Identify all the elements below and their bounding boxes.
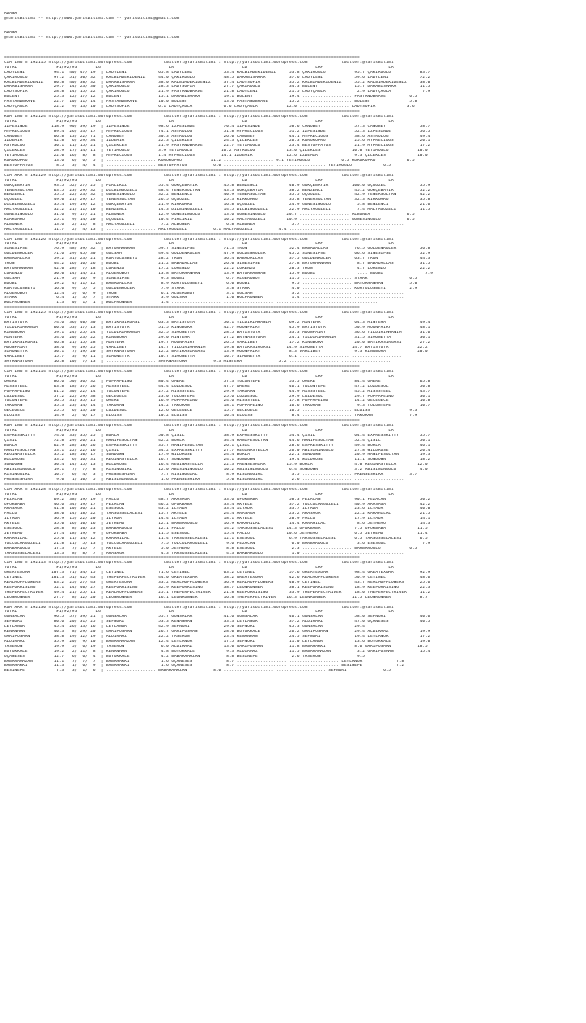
race-header-line: KUM ARA = 192130 http://yarisbilimi.wordpress.com twitter:@YarisBilimi : http://yarisbilimi.wordpress.com twitter:@YarisBilimi bbox=[4, 605, 394, 610]
result-row: BARBAROGLU 17.3 7/ 11/ 7 | AKYELE 5.0 JETHEMO 8.8 ESESGÜL 2.3 ................... BARBAROGLU 6.5 bbox=[4, 546, 418, 551]
race-section bbox=[4, 56, 582, 110]
race-section bbox=[4, 483, 582, 557]
result-row: MISSSTEEL 63.8 18/ 37/ 26 | MISSSTEEL 44.4 LUZDESOL 47.7 OMERE 46.1 TÜLÜNTEPE 47.2 LUZDESOL 50.8 bbox=[4, 384, 431, 389]
result-row: EXPRESSKITTY 74.6 33/ 35/ 25 | BURLA 50.8 ÇISIL 38.9 EXPRESSKITTY 54.4 ÇISIL 64.4 EXPRESSKITTY 55.7 bbox=[4, 433, 431, 438]
result-row: GARIPOSMAN 38.8 19/ 12/ 19 | ALDIRMAZ 22.2 TASERON 23.4 KENANHAN 24.5 SEFNURI 19.4 LEYLANUR 17.2 bbox=[4, 634, 431, 639]
header-line: @YarisBilimi -- http://www.yarisbilimi.com -- yarisbilimi@gmail.com bbox=[4, 16, 180, 21]
result-row: YILDIRIMHANIM 60.6 53/ 17/ 13 | BATISTUTA 51.5 KINGBORA 42.7 MOONFAIRY 45.9 BATISTUTA 50.9 MOONFAIRY 48.1 bbox=[4, 325, 431, 330]
race-section bbox=[4, 306, 582, 365]
column-header-line: TOTAL #1/#2/#3 LG LR LD LRF LA bbox=[4, 428, 394, 433]
result-row: FALLU 38.0 14/ 18/ 22 | TARSUSSELALESI 15.7 AKYELE 24.4 ARASAGA 23.2 ARASAGA 22.2 KARAHILAL 21.5 bbox=[4, 512, 431, 517]
result-row: KENANHAN 40.3 8/ 29/ 20 | GARIPOSMAN 26.7 GARIPOSMAN 28.0 BÜYÜKKALE 26.2 GARIPOSMAN 29.4 ALDIRMAZ 19.9 bbox=[4, 630, 431, 635]
result-row: BURLA 62.9 28/ 18/ 26 | EXPRESSKITTY 35.7 HANIFESULTAN 26.1 ÇISIL 28.6 EXPRESSKITTY 49.4 BURLA 46.1 bbox=[4, 443, 431, 448]
result-row: BENZENCI 55.5 22/ 23/ 32 | GÜNESINGÜLÜ 32.2 BENZENCI 40.9 YENERSULTAN 35.5 ÜÇGÜZEL 42.9 YENERSULTAN 42.2 bbox=[4, 193, 431, 198]
result-row: PRENSESHIRA 9.0 1/ 10/ 5 | ABISININGÜLÜ 1.6 PRENSESHIRA 5.0 RISINGGIRL 2.6 ................... ................... bbox=[4, 477, 405, 482]
separator-line: ======================================================================================================================================== bbox=[4, 482, 360, 487]
result-row: WOLFRUNNER 1.3 0/ 1/ 1 | WOLFRUNNER 1.4 ................... ................... ................... ................... bbox=[4, 301, 378, 306]
result-row: DILBINGÜZELI 35.4 19/ 19/ 12 | GÖKÇEBAYIR 21.9 KIRKUMRU 16.8 ÜÇGÜZEL 24.9 GÜNESINGÜLÜ 5.8 BENZENCI 21.6 bbox=[4, 203, 431, 208]
result-row: ILYADA 36.9 15/ 22/ 20 | ILYADA 14.4 ILYADA 18.1 AKYELE 20.9 FALLU 17.9 ILYADA 14.1 bbox=[4, 517, 431, 522]
result-row: BATIKASIRGASI 46.8 21/ 15/ 28 | MINTEHA 19.7 MOONFAIRY 26.5 VARLIBEY 17.2 KINGBORA 20.0 BATIKASIRGASI 27.2 bbox=[4, 340, 431, 345]
separator-line: ======================================================================================================================================== bbox=[4, 365, 360, 370]
result-row: WILDROSE 33.2 6/ 16/ 31 | REGINASTELLA 16.7 SUNDOWN 24.1 SUNDOWN 19.4 WILDROSE 11.1 SUNDOWN 18.2 bbox=[4, 458, 431, 463]
header-line: @YarisBilimi -- http://www.yarisbilimi.com -- yarisbilimi@gmail.com bbox=[4, 36, 180, 41]
result-row: ÇILEKLES 28.9 17/ 14/ 11 | YETIMOGLU 3.9 YETIMOGLU 16.2 ASTROLOG 13.0 ÇILEKLES 10.0 YETIMOGLU 10.0 bbox=[4, 149, 428, 154]
result-row: SMYRNASTORM 16.8 10/ 7/ 13 | ................... SMYRNASTORM 9.3 MINTEHA 5.2 ................... ................... bbox=[4, 360, 392, 365]
race-header-line: CIM ING = 192126 http://yarisbilimi.wordpress.com twitter:@YarisBilimi : http://yarisbilimi.wordpress.com twitter:@YarisBilimi bbox=[4, 237, 394, 242]
result-row: GÜLSAH 21.9 5/ 16/ 9 | SINESIPSE 9.3 BOUBI 6.7 ALGEROBOY 11.5 ................... STARK 6.5 bbox=[4, 276, 418, 281]
result-row: GREATEXUMA 107.3 71/ 34/ 15 | CETINEL 71.6 CETINEL 63.2 CETINEL 57.6 GREATEXUMA 98.4 GREATEXUMA 92.9 bbox=[4, 571, 431, 576]
race-section bbox=[4, 601, 582, 675]
result-row: REALMOFFLOWERS 63.2 25/ 27/ 43 | GREATEXUMA 33.2 REALMOFFLOWERS 36.9 REALMOFFLOWERS 40.9 CETINEL 43.7 REALMOFFLOWERS 25.6 bbox=[4, 581, 431, 585]
result-row: ÜÇGÜZEL 49.0 21/ 29/ 17 | YENERSULTAN 26.5 ÜÇGÜZEL 25.3 KIRKUMRU 35.8 YENERSULTAN 32.3 KIRKUMRU 35.8 bbox=[4, 198, 431, 203]
result-row: SINESIPSE 76.9 48/ 39/ 32 | BATURHANHAN 59.7 SINESIPSE 71.3 TRON 52.4 BABADALLAS 76.5 GOLDENRULER 56.8 bbox=[4, 247, 431, 252]
race-header-line: KUM ING = 192124 http://yarisbilimi.wordpress.com twitter:@YarisBilimi : http://yarisbilimi.wordpress.com twitter:@YarisBilimi bbox=[4, 114, 394, 119]
race-header-line: CIM ING = 192115 http://yarisbilimi.wordpress.com twitter:@YarisBilimi : http://yarisbilimi.wordpress.com twitter:@YarisBilimi bbox=[4, 60, 394, 65]
separator-line: ======================================================================================================================================== bbox=[4, 168, 360, 173]
result-row: BULENT 25.3 12/ 17/ 12 | BULENT 15.1 DARABISMARA 19.1 BULENT 19.4 ................... FASTANDBRAVE 6.5 bbox=[4, 95, 418, 100]
result-row: TASERON 19.9 5/ 6/ 19 | TASERON 6.0 ALDIRMAZ 13.0 GARIPOSMAN 11.8 BABAHAKKI 8.6 GARIPOSMAN 18.5 bbox=[4, 644, 428, 649]
result-row: SUNDOWN 30.4 14/ 15/ 13 | WILDROSE 16.4 REGINASTELLA 22.3 PRENSESHIRA 15.9 BURLA 4.0 REGINASTELLA 12.0 bbox=[4, 463, 428, 468]
separator-line: ======================================================================================================================================== bbox=[4, 556, 360, 561]
result-row: GECEGECE 25.5 6/ 13/ 20 | LUZDESOL 12.6 GECEGECE 15.7 GECEGECE 16.5 ................... ELOISS 9.3 bbox=[4, 409, 418, 414]
header-line bbox=[4, 41, 582, 46]
race-section bbox=[4, 169, 582, 233]
column-header-line: TOTAL #1/#2/#3 LG LR LD LRF LA bbox=[4, 316, 394, 321]
race-sections bbox=[4, 56, 582, 674]
result-row: TÜLÜNTEPE 56.5 31/ 35/ 15 | OMERE 16.9 PUPPAPEINO 24.6 MISSSTEEL 17.8 PUPPAPEINO 14.2 GECEGECE 10.8 bbox=[4, 399, 431, 404]
result-row: KEEPORRISING 52.1 14/ 40/ 27 | KEEPORRISING 32.9 KEEPORRISING 38.7 LEONRUNNER 38.1 KEEPORRISING 18.9 KEEPORRISING 22.3 bbox=[4, 585, 431, 590]
result-row: ALBUNEA 13.6 2/ 11/ 8 | MALYAGÜZELI 7.2 ALBUNEA 6.8 ALBUNEA 5.7 ................... ................... bbox=[4, 222, 405, 227]
result-row: LORENZO 30.0 14/ 14/ 21 | ALGEROBOY 13.8 BATURHANHAN 13.9 BATURHANHAN 15.9 BOUBI .... BOUBI 7.9 bbox=[4, 271, 433, 276]
result-row: YETIMOGLU 22.0 16/ 8/ 8 | MYPRECIOUS 1.4 MYPRECIOUS 14.1 IZDEMIR 12.6 IZDEMIR 9.3 ÇILEKLES 10.0 bbox=[4, 154, 428, 159]
result-row: ARASAGA 41.8 10/ 36/ 21 | ESESGÜL 43.2 ILYADA 33.4 ILYADA 33.7 ILYADA 23.6 ILYADA 40.0 bbox=[4, 507, 431, 512]
column-header-line: TOTAL #1/#2/#3 LG LR LD LRF LA bbox=[4, 178, 394, 183]
separator-line: ======================================================================================================================================== bbox=[4, 306, 360, 311]
result-row: LUZDESOL 57.2 22/ 29/ 38 | GECEGECE 23.0 TÜLÜNTEPE 25.6 LUZDESOL 29.9 LUZDESOL 29.7 PUPPAPEINO 30.1 bbox=[4, 394, 431, 399]
separator-line: ======================================================================================================================================== bbox=[4, 232, 360, 237]
result-row: ASTROLOG 30.1 11/ 15/ 21 | ÇILEKLES 21.9 FASTANDBRAVE 22.7 YETIMOGLU 23.4 BESTOFFATOS 21.9 MYPRECIOUS 17.2 bbox=[4, 144, 431, 149]
race-header-line: CIM ING = 192125 http://yarisbilimi.wordpress.com twitter:@YarisBilimi : http://yarisbilimi.wordpress.com twitter:@YarisBilimi bbox=[4, 311, 394, 316]
result-row: GÖKÇEBAYIR 93.5 52/ 27/ 25 | PIRLIKIZ 55.4 GÖKÇEBAYIR 45.8 BENZENCI 40.9 GÖKÇEBAYIR 100.0 ÜÇGÜZEL 55.9 bbox=[4, 183, 431, 188]
column-header-line: TOTAL #1/#2/#3 LG LR LD LRF LA bbox=[4, 119, 394, 124]
header-line: ADANA bbox=[4, 31, 18, 36]
result-row: ÇAKIROGLU 97.2 51/ 30/ 32 | KALBIMDEKIDENIZ 44.0 ÇAKIROGLU 48.5 DARABISMARA 37.6 LADYLENI 59.6 LADYLENI 72.2 bbox=[4, 75, 431, 80]
result-row: BESTOFFATOS 8.5 3/ 4/ 4 | ................... BESTOFFATOS 6.0 ................... ................... YETIMOGLU 6.5 bbox=[4, 163, 392, 168]
race-section bbox=[4, 365, 582, 419]
result-row: SEFNURI 80.6 20/ 31/ 25 | SEFNURI 53.3 KENANHAN 33.3 LEYLANUR 37.2 ALDIRMAZ 47.0 UÇANESES 40.5 bbox=[4, 620, 431, 625]
race-header-line: CIM ARA = 192129 http://yarisbilimi.wordpress.com twitter:@YarisBilimi : http://yarisbilimi.wordpress.com twitter:@YarisBilimi bbox=[4, 173, 394, 178]
column-header-line: TOTAL #1/#2/#3 LG LR LD LRF LA bbox=[4, 242, 394, 247]
result-row: LADYLENI 94.1 40/ 47/ 19 | LADYLENI 65.8 LADYLENI 53.4 KALBIMDEKIDENIZ 53.8 ÇAKIROGLU 95.7 ÇAKIROGLU 83.7 bbox=[4, 70, 431, 75]
result-row: REGINASTELLA 35.2 18/ 10/ 17 | SUNDOWN 17.9 WILDROSE 24.4 BURLA 22.1 SUNDOWN 20.9 HANIFESULTAN 19.3 bbox=[4, 453, 431, 458]
result-row: YENERSULTAN 63.5 23/ 29/ 32 | DILBINGÜZELI 48.4 YENERSULTAN 43.3 GÖKÇEBAYIR 38.2 BENZENCI 45.2 GÖKÇEBAYIR 52.2 bbox=[4, 188, 431, 193]
race-header-line: KUM ING = 192127 http://yarisbilimi.wordpress.com twitter:@YarisBilimi : http://yarisbilimi.wordpress.com twitter:@YarisBilimi bbox=[4, 424, 394, 428]
result-row: SIMONETTA 30.1 7/ 19/ 20 | SMYRNASTORM 12.2 BATIKASIRGASI 13.9 MOONFAIRY 8.3 VARLIBEY 9.3 KINGBORA 20.0 bbox=[4, 350, 428, 355]
result-row: MINTEHA 54.6 20/ 23/ 22 | KINGBORA 29.0 MINTEHA 27.2 BRTNASSTORM 24.1 YILDIRIMHANIM 31.5 SIMONETTA 30.1 bbox=[4, 335, 431, 340]
result-row: BABADALLAS 59.2 31/ 23/ 21 | KURTULUSBEYI 28.2 TRON 36.4 BABADALLAS 37.5 GOLDENRULER 63.7 TRON 44.3 bbox=[4, 257, 431, 262]
result-row: UFUKBABA 46.6 34/ 19/ 17 | FEZACAN 46.2 UFUKBABA 33.4 AKYELE 37.2 YOLCULARGÜZELI 40.9 ARASAGA 42.2 bbox=[4, 502, 431, 507]
result-row: MALYAGÜZELI 32.2 21/ 11/ 10 | BENZENCI 14.3 DILBINGÜZELI 14.5 DILBINGÜZELI 22.9 MALYAGÜZELI 7.4 MALYAGÜZELI 11.5 bbox=[4, 208, 431, 213]
result-row: ELOISS 14.9 2/ 6/ 17 | ELOISS 10.2 ELOISS 10.4 ELOISS 8.4 ................... TAKORAN 7.9 bbox=[4, 414, 418, 419]
race-header-line: CIM ING = 192114 http://yarisbilimi.wordpress.com twitter:@YarisBilimi : http://yarisbilimi.wordpress.com twitter:@YarisBilimi bbox=[4, 370, 394, 375]
result-row: STARK 6.4 1/ 3/ 7 | STARK 3.9 GÜLSAH 1.0 WOLFRUNNER 1.4 ................... ................... bbox=[4, 296, 405, 301]
result-row: FASTANDBRAVE 22.7 10/ 11/ 14 | FASTANDBRAVE 10.0 BULENT 13.6 FASTANDBRAVE 15.2 ................... BULENT 5.8 bbox=[4, 100, 418, 105]
result-row: PUPPAPEINO 61.2 30/ 22/ 14 | TÜLÜNTEPE 27.2 MISSSTEEL 29.9 TAKORAN 44.9 MISSSTEEL 45.2 MISSSTEEL 43.7 bbox=[4, 389, 431, 394]
result-row: IZPESINDE 118.9 90/ 39/ 19 | IZPESINDE 98.6 IZPESINDE 70.4 IZPESINDE 58.6 CANOBEY 57.3 CANOBEY 58.7 bbox=[4, 124, 431, 129]
header-line: ADANA bbox=[4, 11, 18, 16]
result-row: BABAHAKKI 11.3 1/ 6/ 9 | BABAHAKKI 1.6 UÇANESES 8.7 ................... ................... BESINEPE 7.2 bbox=[4, 664, 405, 669]
result-row: KINGBORA 59.1 24/ 25/ 24 | YILDIRIMHANIM 32.5 SIMONETTA 28.5 BATISTUTA 33.3 MOONFAIRY 36.6 YILDIRIMHANIM 31.6 bbox=[4, 330, 431, 335]
result-row: IZDEMIR 42.8 6/ 29/ 34 | IZDEMIR 22.3 ÇILEKLES 24.3 ÇILEKLES 26.3 KURUKÖPRÜ 25.6 MYPRECIOUS 20.1 bbox=[4, 139, 431, 144]
result-row: MYPRECIOUS 89.4 26/ 53/ 17 | MYPRECIOUS 74.1 ASTROLOG 51.8 MYPRECIOUS 51.2 IZPESINDE 52.3 IZPESINDE 56.5 bbox=[4, 129, 431, 134]
result-row: MALYAGÜZELI 11.7 2/ 4/ 13 | ................... MALYAGÜZELI 6.1 MALYAGÜZELI 4.4 ................... ................... bbox=[4, 227, 392, 232]
result-row: BOUBI 19.2 4/ 11/ 12 | BABADALLAS 8.9 KURTULUSBEYI 6.0 BOUBI 9.5 ................... BATURHANHAN 5.0 bbox=[4, 281, 418, 286]
race-section bbox=[4, 233, 582, 307]
result-row: LADYÇAGLA 22.2 9/ 13/ 10 | LADYSOFIA 6.1 LADYÇAGLA 6.6 LADYÇAGLA 12.0 ................... LADYSOFIA 3.6 bbox=[4, 105, 415, 110]
result-row: CETINEL 101.3 51/ 42/ 43 | THEPERFECTRIVER 44.0 GREATEXUMA 58.2 GREATEXUMA 42.6 REALMOFFLOWERS 50.9 CETINEL 48.6 bbox=[4, 576, 431, 581]
result-row: KARAHILAL 25.0 11/ 14/ 12 | KARAHILAL 11.4 TARSUSSELALESI 12.1 ESESGÜL 6.9 TARSUSSELALESI 6.5 TARSUSSELALESI 6.5 bbox=[4, 536, 428, 541]
result-row: GÜNESINGÜLÜ 31.6 9/ 17/ 21 | ALBUNEA 12.9 GÜNESINGÜLÜ 13.6 GÜNESINGÜLÜ 20.7 ................... ALBUNEA 6.5 bbox=[4, 213, 415, 218]
result-row: TAKORAN 35.3 23/ 14/ 14 | TAKORAN 14.2 TAKORAN 18.1 PUPPAPEINO 16.6 TAKORAN 9.3 TÜLÜNTEPE 10.7 bbox=[4, 404, 431, 409]
column-header-line: TOTAL #1/#2/#3 LG LR LD LRF LA bbox=[4, 610, 394, 615]
result-row: LEYLANUR 45.4 26/ 13/ 16 | LEYLANUR 42.9 SEFNURI 29.0 SEFNURI 45.3 GÜNSALAR 29.4 bbox=[4, 625, 365, 630]
result-row: BATISTUTA 74.6 36/ 40/ 30 | BATIKASIRGASI 63.3 BATISTUTA 50.1 YILDIRIMHANIM 69.2 MINTEHA 64.3 MINTEHA 49.4 bbox=[4, 320, 431, 325]
result-row: BATURHANHAN 42.0 28/ 7/ 18 | LORENZO 17.2 LORENZO 22.2 LORENZO 20.3 TRON 4.7 LORENZO 22.2 bbox=[4, 267, 431, 271]
result-row: FEZACAN 69.2 38/ 19/ 19 | FALLU 48.7 ARASAGA 33.6 UFUKBABA 58.3 FEZACAN 90.1 FEZACAN 50.2 bbox=[4, 497, 431, 502]
result-row: BÜYÜKKALE 19.2 2/ 11/ 8 | KENANHAN 4.8 BÜYÜKKALE 9.3 ALDIRMAZ 11.5 BABARAMAZAN 3.2 GARIPOSMAN 15.4 bbox=[4, 649, 431, 654]
result-row: JETHEMO 27.4 18/ 19/ 9 | UFUKBABA 11.5 ESESGÜL 15.4 FALLU 10.6 JETHEMO 6.5 JETHEMO 11.4 bbox=[4, 531, 428, 536]
result-row: AKYELE 35.0 16/ 10/ 16 | JETHEMO 12.1 BARBAROGLU 16.9 KARAHILAL 14.4 KARAHILAL 8.6 JETHEMO 14.3 bbox=[4, 522, 431, 527]
separator-line: ======================================================================================================================================== bbox=[4, 600, 360, 605]
column-header-line: TOTAL #1/#2/#3 LG LR LD LRF LA bbox=[4, 65, 394, 70]
result-row: HANIFESULTAN 53.1 22/ 22/ 16 | ÇISIL 34.2 EXPRESSKITTY 27.7 REGINASTELLA 26.0 ABISININGÜLÜ 27.8 WILDROSE 20.4 bbox=[4, 448, 431, 453]
result-row: YOLCULARGÜZELI 21.8 11/ 5/ 13 | YOLCULARGÜZELI 7.5 YOLCULARGÜZELI 9.6 FEZACAN 6.0 BARBAROGLU 3.6 ESESGÜL 7.9 bbox=[4, 541, 431, 546]
separator-line: ======================================================================================================================================== bbox=[4, 56, 360, 61]
result-row: TRON 44.2 16/ 16/ 26 | BOUBI 21.2 BABADALLAS 26.0 SINESIPSE 27.8 BATURHANHAN 8.7 BABADALLAS 31.5 bbox=[4, 262, 431, 267]
column-header-line: TOTAL #1/#2/#3 LG LR LD LRF LA bbox=[4, 374, 394, 379]
column-header-line: TOTAL #1/#2/#3 LG LR LD LRF LA bbox=[4, 566, 394, 571]
result-row: VARLIBEY 15.7 3/ 9/ 11 | SIMONETTA 10.7 SIMONETTA 10.7 SIMONETTA 6.1 ................... ................... bbox=[4, 355, 402, 360]
result-row: GÜNSALAR 96.5 57/ 39/ 21 | GÜNSALAR 55.7 GÜNSALAR 41.6 GÜNSALAR 46.1 GÜNSALAR 58.0 SEFNURI 40.6 bbox=[4, 615, 431, 620]
result-row: DARABISMARA 29.7 14/ 23/ 30 | ÇAKIROGLU 28.3 LADYSOFIA 27.7 ÇAKIROGLU 34.3 BULENT 15.7 DARABISMARA 11.5 bbox=[4, 85, 431, 90]
result-row: THEPERFECTRIVER 49.4 21/ 25/ 11 | REALMOFFLOWERS 25.1 THEPERFECTRIVER 21.8 KEEPORRISING 33.9 THEPERFECTRIVER 18.0 THEPERFECTRIVER 11.2 bbox=[4, 590, 431, 595]
separator-line: ======================================================================================================================================== bbox=[4, 419, 360, 424]
result-row: ESESGÜL 28.8 8/ 10/ 23 | BARBAROGLU 12.1 FALLU 14.2 TARSUSSELALESI 14.3 UFUKBABA 7.5 UFUKBABA 11.5 bbox=[4, 527, 428, 532]
separator-line: ======================================================================================================================================== bbox=[4, 110, 360, 114]
result-row: TARSUSSELALESI 13.3 8/ 8/ 7 | ARASAGA 4.3 TARSUSSELALESI 4.3 BARBAROGLU 1.0 ................... ................... bbox=[4, 551, 405, 556]
result-row: ALGEROBOY 12.4 5/ 6/ 9 | TRON 6.1 ALGEROBOY 3.1 GÜLSAH 3.2 ................... ................... bbox=[4, 291, 405, 296]
result-row: CANOBEY 66.8 13/ 22/ 71 | CANOBEY 30.3 ASTROLOG 26.0 CANOBEY 44.1 MYPRECIOUS 38.6 ASTROLOG 49.4 bbox=[4, 134, 431, 139]
result-row: KURTULUSBEYI 16.0 9/ 5/ 5 | GOLDENRULER 7.9 STARK 3.8 STARK 4.0 ................... KURTULUSBEYI 2.9 bbox=[4, 286, 418, 291]
column-header-line: TOTAL #1/#2/#3 LG LR LD LRF LA bbox=[4, 492, 394, 497]
race-section bbox=[4, 419, 582, 483]
result-row: ALDIRMAZ 35.9 20/ 9/ 10 | BABARAMAZAN 12.4 LEYLANUR 17.5 SEFNURI 11.0 LEYLANUR 13.6 BÜYÜKKALE 19.0 bbox=[4, 639, 431, 644]
result-row: UÇANESES 12.7 6/ 6/ 4 | BÜYÜKKALE 4.2 BABARAMAZAN 8.8 BESINEPE 2.6 TASERON 9.5 bbox=[4, 654, 365, 659]
result-row: KURUKÖPRÜ 13.6 6/ 6/ 5 | ................... KURUKÖPRÜ 11.2 ................... 9.1 YETIMOGLU 6.5 KURUKÖPRÜ 6.5 bbox=[4, 159, 415, 164]
result-row: BESINEPE 7.3 3/ 1/ 6 | ................... BABARAMAZAN 8.0 ................... ................... SEFNURI 6.5 bbox=[4, 669, 392, 674]
result-row: BABARAMAZAN 11.1 7/ 7/ 7 | BABAHAKKI 1.6 UÇANESES 8.7 ................... ................... LEYLANUR 7.8 bbox=[4, 659, 405, 664]
result-row: LEONRUNNER 27.7 8/ 12/ 20 | LEONRUNNER 16.1 LEONRUNNER 16.8 THEPERFECTRIVER 16.3 LEONRUNNER 11.5 LEONRUNNER 8.7 bbox=[4, 595, 428, 600]
result-row: LADYSOFIA 28.8 14/ 15/ 22 | ÇAKIROGLU 21.9 FASTANDBRAVE 21.8 LADYLENI 21.5 LADYÇAGLA 2.9 LADYÇAGLA 7.9 bbox=[4, 90, 431, 95]
result-row: RISINGGIRL 10.7 6/ 4/ 3 | PRENSESHIRA 7.7 RISINGGIRL 8.9 RISINGGIRL 3.5 ................... PRENSESHIRA 3.7 bbox=[4, 473, 418, 478]
result-row: GOLDENRULER 71.6 29/ 45/ 30 | GÜLSAH 49.4 GOLDENRULER 47.9 GOLDENRULER 45.2 SINESIPSE 66.6 SINESIPSE 52.9 bbox=[4, 252, 431, 257]
result-row: KALBIMDEKIDENIZ 80.8 40/ 38/ 32 | DARABISMARA 38.0 KALBIMDEKIDENIZ 37.4 LADYSOFIA 35.2 KALBIMDEKIDENIZ 55.2 KALBIMDEKIDENIZ 38.0 bbox=[4, 80, 431, 85]
document-header bbox=[4, 12, 582, 46]
race-header-line: CIM ING = 192113 http://yarisbilimi.wordpress.com twitter:@YarisBilimi : http://yarisbilimi.wordpress.com twitter:@YarisBilimi bbox=[4, 561, 394, 566]
race-section bbox=[4, 556, 582, 600]
result-row: ÇISIL 72.8 29/ 26/ 21 | HANIFESULTAN 42.2 BURLA 34.4 HANIFESULTAN 44.6 HANIFESULTAN 52.4 ÇISIL 50.1 bbox=[4, 438, 431, 443]
race-section bbox=[4, 110, 582, 169]
result-row: MOONFAIRY 38.6 9/ 19/ 25 | VARLIBEY 14.7 YILDIRIMHANIM 19.8 BATIKASIRGASI 14.9 SIMONETTA 14.7 BATISTUTA 22.2 bbox=[4, 345, 428, 350]
result-row: OMERE 86.6 50/ 36/ 32 | PUPPAPEINO 80.4 OMERE 57.3 TÜLÜNTEPE 53.5 OMERE 84.4 OMERE 65.8 bbox=[4, 379, 431, 384]
result-row: KIRKUMRU 25.1 9/ 14/ 20 | ÜÇGÜZEL 10.4 PIRLIKIZ 10.2 MALYAGÜZELI 10.9 ................... GÜNESINGÜLÜ 6.5 bbox=[4, 217, 415, 222]
result-row: ABISININGÜLÜ 19.1 7/ 7/ 8 | RISINGGIRL 12.0 ABISININGÜLÜ 10.2 ABISININGÜLÜ 6.4 SUNDOWN 3.2 ABISININGÜLÜ 4.0 bbox=[4, 468, 428, 473]
race-header-line: CIM ARA = 192128 http://yarisbilimi.wordpress.com twitter:@YarisBilimi : http://yarisbilimi.wordpress.com twitter:@YarisBilimi bbox=[4, 487, 394, 492]
